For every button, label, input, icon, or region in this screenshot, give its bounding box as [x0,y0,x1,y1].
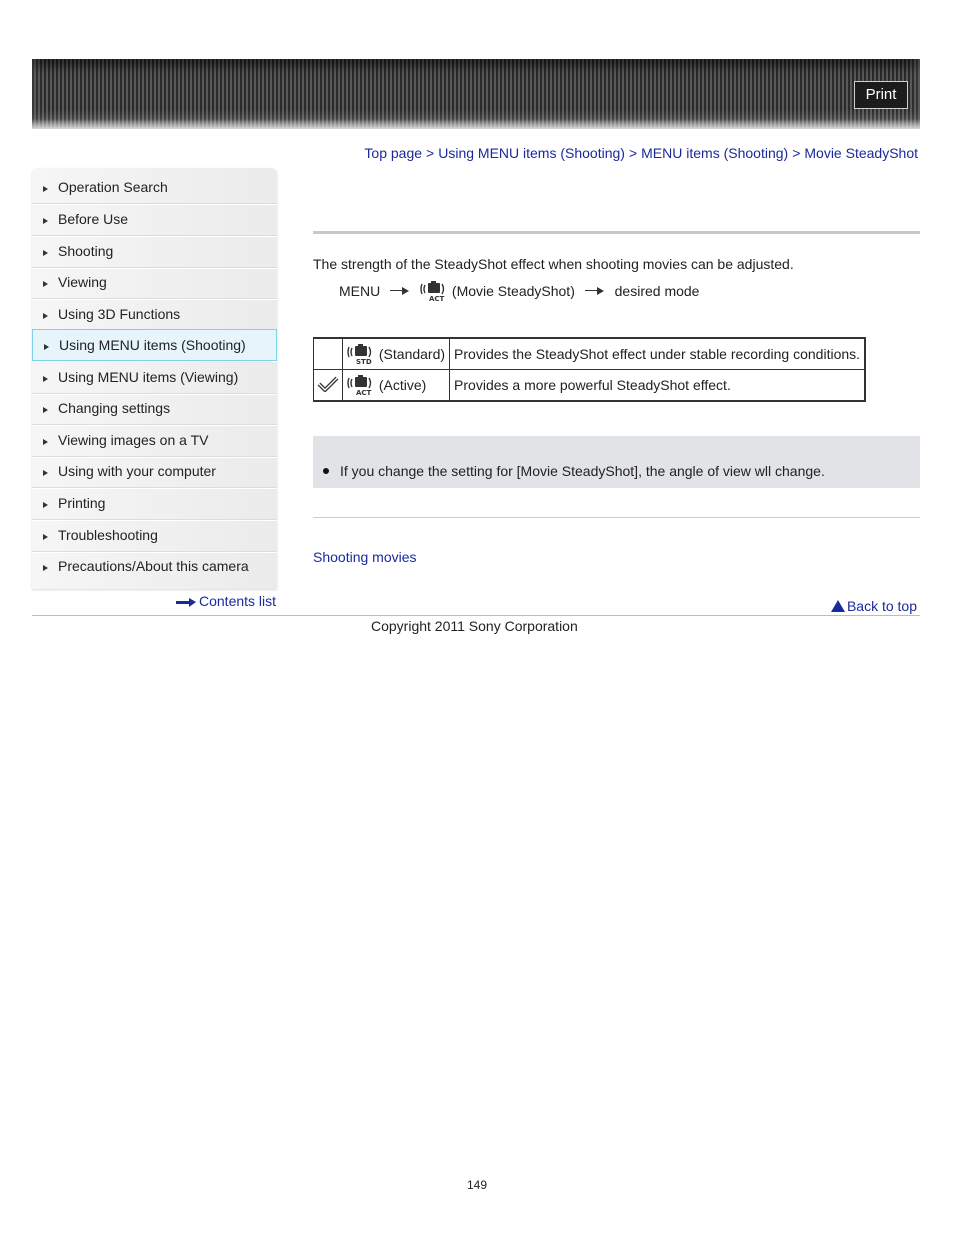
mode-label: (Active) [378,377,427,393]
print-button[interactable]: Print [854,81,908,109]
sidebar-item-changing-settings[interactable] [32,393,277,425]
sidebar-item-label: Before Use [58,211,129,227]
sidebar-item-label: Precautions/About this camera [58,558,249,574]
sidebar-item-using-menu-items-viewing[interactable] [32,362,277,394]
contents-list-label: Contents list [199,593,277,609]
breadcrumb-using-menu-items-shooting[interactable]: Using MENU items (Shooting) [438,145,625,161]
breadcrumb-separator: > [426,145,435,161]
contents-list-link[interactable] [176,593,276,609]
selection-cell [314,338,343,370]
sidebar-item-printing[interactable] [32,488,277,520]
arrow-right-icon [585,287,605,295]
bullet-icon [323,468,329,474]
page-number: 149 [466,1178,488,1192]
arrow-right-icon [43,439,48,445]
sidebar-item-using-with-your-computer[interactable] [32,456,277,488]
selection-cell [314,370,343,402]
table-row [314,338,866,370]
breadcrumb-movie-steadyshot[interactable]: Movie SteadyShot [804,145,918,161]
breadcrumb-separator: > [628,145,638,161]
mode-description: Provides a more powerful SteadyShot effect. [450,370,866,402]
sidebar-item-label: Viewing images on a TV [58,432,209,448]
mode-cell [343,338,450,370]
sidebar-item-precautions[interactable] [32,551,277,582]
sidebar-item-label: Using with your computer [58,463,216,479]
note-text: If you change the setting for [Movie SteadyShot], the angle of view wll change. [340,463,825,479]
sidebar-item-label: Viewing [58,274,107,290]
sidebar-item-shooting[interactable] [32,236,277,268]
sidebar-item-troubleshooting[interactable] [32,520,277,552]
related-divider [313,517,920,518]
shooting-movies-link[interactable]: Shooting movies [313,549,417,565]
sidebar-item-label: Printing [58,495,106,511]
triangle-up-icon [831,600,845,612]
sidebar-item-viewing[interactable] [32,267,277,299]
copyright-text: Copyright 2011 Sony Corporation [371,618,578,634]
sidebar-item-using-3d-functions[interactable] [32,299,277,331]
svg-text:ACT: ACT [356,389,372,396]
sidebar-item-using-menu-items-shooting[interactable] [32,329,277,361]
sidebar-item-label: Shooting [58,243,114,259]
mode-label: (Standard) [378,346,446,362]
sidebar-item-label: Troubleshooting [58,527,158,543]
title-divider [313,231,920,234]
sidebar-item-label: Operation Search [58,179,168,195]
arrow-right-icon [43,218,48,224]
svg-text:ACT: ACT [429,295,445,302]
sidebar-item-label: Using 3D Functions [58,306,181,322]
arrow-right-icon [44,344,49,350]
steadyshot-active-icon [347,374,375,396]
sidebar-item-label: Using MENU items (Viewing) [58,369,239,385]
header-banner [32,59,920,129]
arrow-right-icon [390,287,410,295]
table-row [314,370,866,402]
arrow-right-icon [176,598,196,606]
sidebar-item-before-use[interactable] [32,204,277,236]
note-box [313,436,920,488]
arrow-right-icon [43,313,48,319]
breadcrumb-menu-items-shooting[interactable]: MENU items (Shooting) [641,145,789,161]
sidebar-item-label: Using MENU items (Shooting) [59,337,246,353]
arrow-right-icon [43,376,48,382]
description-text: The strength of the SteadyShot effect when shooting movies can be adjusted. [313,256,794,272]
sidebar-item-operation-search[interactable] [32,172,277,204]
arrow-right-icon [43,534,48,540]
breadcrumb [364,145,918,161]
arrow-right-icon [43,250,48,256]
mode-table [313,337,866,402]
back-to-top-link[interactable] [831,598,917,614]
sidebar-item-viewing-images-on-a-tv[interactable] [32,425,277,457]
arrow-right-icon [43,186,48,192]
menu-path [339,280,699,306]
sidebar-item-label: Changing settings [58,400,171,416]
arrow-right-icon [43,470,48,476]
sidebar [32,168,277,589]
arrow-right-icon [43,281,48,287]
breadcrumb-separator: > [792,145,801,161]
checkmark-icon [317,375,339,393]
movie-steadyshot-icon [420,280,448,302]
mode-description: Provides the SteadyShot effect under stable recording conditions. [450,338,866,370]
footer-divider [32,615,920,616]
menu-item-label: (Movie SteadyShot) [451,283,575,299]
arrow-right-icon [43,502,48,508]
back-to-top-label: Back to top [846,598,917,614]
menu-label: MENU [339,283,381,299]
menu-target-label: desired mode [614,283,700,299]
steadyshot-standard-icon [347,343,375,365]
arrow-right-icon [43,565,48,571]
mode-cell [343,370,450,402]
svg-text:STD: STD [356,358,372,365]
arrow-right-icon [43,407,48,413]
breadcrumb-top-page[interactable]: Top page [364,145,423,161]
